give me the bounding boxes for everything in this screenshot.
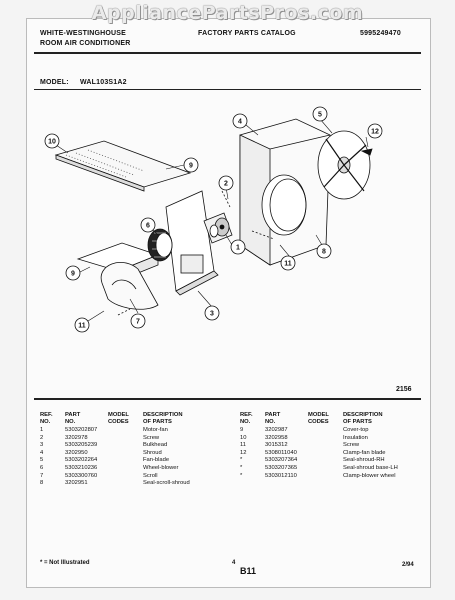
model-codes-cell xyxy=(308,435,343,443)
model-codes-cell xyxy=(308,450,343,458)
callout-2-label: 2 xyxy=(224,180,228,188)
part-number-cell: 3202951 xyxy=(65,480,88,487)
part-number-cell: 3015312 xyxy=(265,442,288,449)
part-number-cell: 3202950 xyxy=(65,449,88,456)
model-codes-cell xyxy=(308,427,343,435)
table-row xyxy=(240,435,401,443)
col-desc: DESCRIPTION OF PARTS xyxy=(343,412,383,425)
section-code: B11 xyxy=(240,566,257,576)
catalog-number: 5995249470 xyxy=(360,30,401,37)
blower-wheel-part xyxy=(148,229,172,261)
col-model: MODEL CODES xyxy=(108,412,129,425)
callout-4-label: 4 xyxy=(238,118,242,126)
ref-cell: 9 xyxy=(240,427,244,433)
ref-cell: 7 xyxy=(40,472,44,479)
ref-cell: 8 xyxy=(40,480,44,487)
part-number-cell: 5303207365 xyxy=(265,464,298,471)
insulation-part xyxy=(56,141,190,191)
model-value: WAL103S1A2 xyxy=(80,79,127,86)
brand-line-1: WHITE-WESTINGHOUSE xyxy=(40,30,127,37)
part-number-cell: 5303205239 xyxy=(65,442,98,449)
watermark: AppliancePartsPros.com xyxy=(91,2,364,24)
col-part: PART NO. xyxy=(65,412,81,425)
description-cell: Bulkhead xyxy=(143,442,168,449)
ref-cell: 1 xyxy=(40,427,44,433)
ref-cell: * xyxy=(240,457,243,464)
brand-line-2: ROOM AIR CONDITIONER xyxy=(40,40,131,47)
model-rule xyxy=(34,89,421,90)
callout-9-left-label: 9 xyxy=(71,270,75,278)
description-cell: Insulation xyxy=(343,434,368,441)
model-label: MODEL: xyxy=(40,79,69,86)
callout-10-label: 10 xyxy=(48,138,56,146)
description-cell: Motor-fan xyxy=(143,427,168,433)
description-cell: Scroll xyxy=(143,472,158,479)
callout-11-left-label: 11 xyxy=(78,322,86,330)
screw-part xyxy=(222,191,230,207)
ref-cell: * xyxy=(240,464,243,471)
table-row xyxy=(40,473,193,481)
part-number-cell: 5303202807 xyxy=(65,427,98,433)
description-cell: Cover-top xyxy=(343,427,369,433)
part-number-cell: 5303210236 xyxy=(65,464,98,471)
callout-5-label: 5 xyxy=(318,111,322,119)
model-codes-cell xyxy=(108,480,143,488)
table-row xyxy=(240,442,401,450)
description-cell: Clamp-fan blade xyxy=(343,449,386,456)
part-number-cell: 3202978 xyxy=(65,434,88,441)
description-cell: Clamp-blower wheel xyxy=(343,472,396,479)
model-codes-cell xyxy=(108,457,143,465)
table-top-rule xyxy=(34,398,421,400)
col-desc: DESCRIPTION OF PARTS xyxy=(143,412,183,425)
table-row xyxy=(40,450,193,458)
model-codes-cell xyxy=(108,465,143,473)
description-cell: Wheel-blower xyxy=(143,464,179,471)
model-codes-cell xyxy=(308,465,343,473)
footnote: * = Not Illustrated xyxy=(40,560,90,566)
bulkhead-part xyxy=(166,191,218,295)
shroud-part xyxy=(240,119,330,265)
description-cell: Fan-blade xyxy=(143,457,170,464)
part-number-cell: 5303012110 xyxy=(265,472,297,479)
callout-9-top-label: 9 xyxy=(189,162,193,170)
model-codes-cell xyxy=(108,442,143,450)
callout-1-label: 1 xyxy=(236,244,240,252)
ref-cell: 6 xyxy=(40,464,44,471)
part-number-cell: 3202987 xyxy=(265,427,288,433)
ref-cell: 11 xyxy=(240,442,247,449)
ref-cell: * xyxy=(240,472,243,479)
model-codes-cell xyxy=(308,457,343,465)
table-row xyxy=(240,473,401,481)
part-number-cell: 5308011040 xyxy=(265,449,297,456)
model-codes-cell xyxy=(108,435,143,443)
callout-3-label: 3 xyxy=(210,310,214,318)
model-codes-cell xyxy=(108,473,143,481)
page-number: 4 xyxy=(232,560,236,566)
callout-12-label: 12 xyxy=(371,128,379,136)
revision-date: 2/94 xyxy=(402,562,414,568)
description-cell: Seal-shroud-RH xyxy=(343,457,385,464)
header-rule xyxy=(34,52,421,54)
col-part: PART NO. xyxy=(265,412,281,425)
description-cell: Shroud xyxy=(143,449,162,456)
table-row xyxy=(240,457,401,465)
description-cell: Screw xyxy=(343,442,360,449)
table-row xyxy=(240,450,401,458)
callout-11-right-label: 11 xyxy=(284,260,292,268)
table-row xyxy=(40,442,193,450)
catalog-title: FACTORY PARTS CATALOG xyxy=(198,30,296,37)
col-model: MODEL CODES xyxy=(308,412,329,425)
table-row xyxy=(240,427,401,435)
model-codes-cell xyxy=(108,450,143,458)
part-number-cell: 5303300760 xyxy=(65,472,98,479)
model-codes-cell xyxy=(308,473,343,481)
ref-cell: 5 xyxy=(40,457,44,464)
ref-cell: 4 xyxy=(40,449,44,456)
ref-cell: 3 xyxy=(40,442,44,449)
fan-blade-part xyxy=(318,131,370,199)
parts-table-right xyxy=(240,412,401,480)
part-number-cell: 5303202264 xyxy=(65,457,98,464)
part-number-cell: 5303207364 xyxy=(265,457,298,464)
table-row xyxy=(40,435,193,443)
table-row xyxy=(40,427,193,435)
table-row xyxy=(240,465,401,473)
part-number-cell: 3202958 xyxy=(265,434,288,441)
scroll-part xyxy=(101,262,158,309)
description-cell: Screw xyxy=(143,434,160,441)
description-cell: Seal-shroud base-LH xyxy=(343,464,398,471)
callout-7-label: 7 xyxy=(136,318,140,326)
callout-6-label: 6 xyxy=(146,222,150,230)
table-row xyxy=(40,480,193,488)
ref-cell: 2 xyxy=(40,434,44,441)
model-codes-cell xyxy=(108,427,143,435)
description-cell: Seal-scroll-shroud xyxy=(143,480,190,487)
ref-cell: 10 xyxy=(240,434,247,441)
parts-table-left xyxy=(40,412,193,488)
ref-cell: 12 xyxy=(240,449,247,456)
table-row xyxy=(40,457,193,465)
table-row xyxy=(40,465,193,473)
col-ref: REF. NO. xyxy=(40,412,53,425)
col-ref: REF. NO. xyxy=(240,412,253,425)
model-codes-cell xyxy=(308,442,343,450)
figure-number: 2156 xyxy=(396,386,412,393)
callout-8-label: 8 xyxy=(322,248,326,256)
exploded-diagram xyxy=(26,95,429,380)
